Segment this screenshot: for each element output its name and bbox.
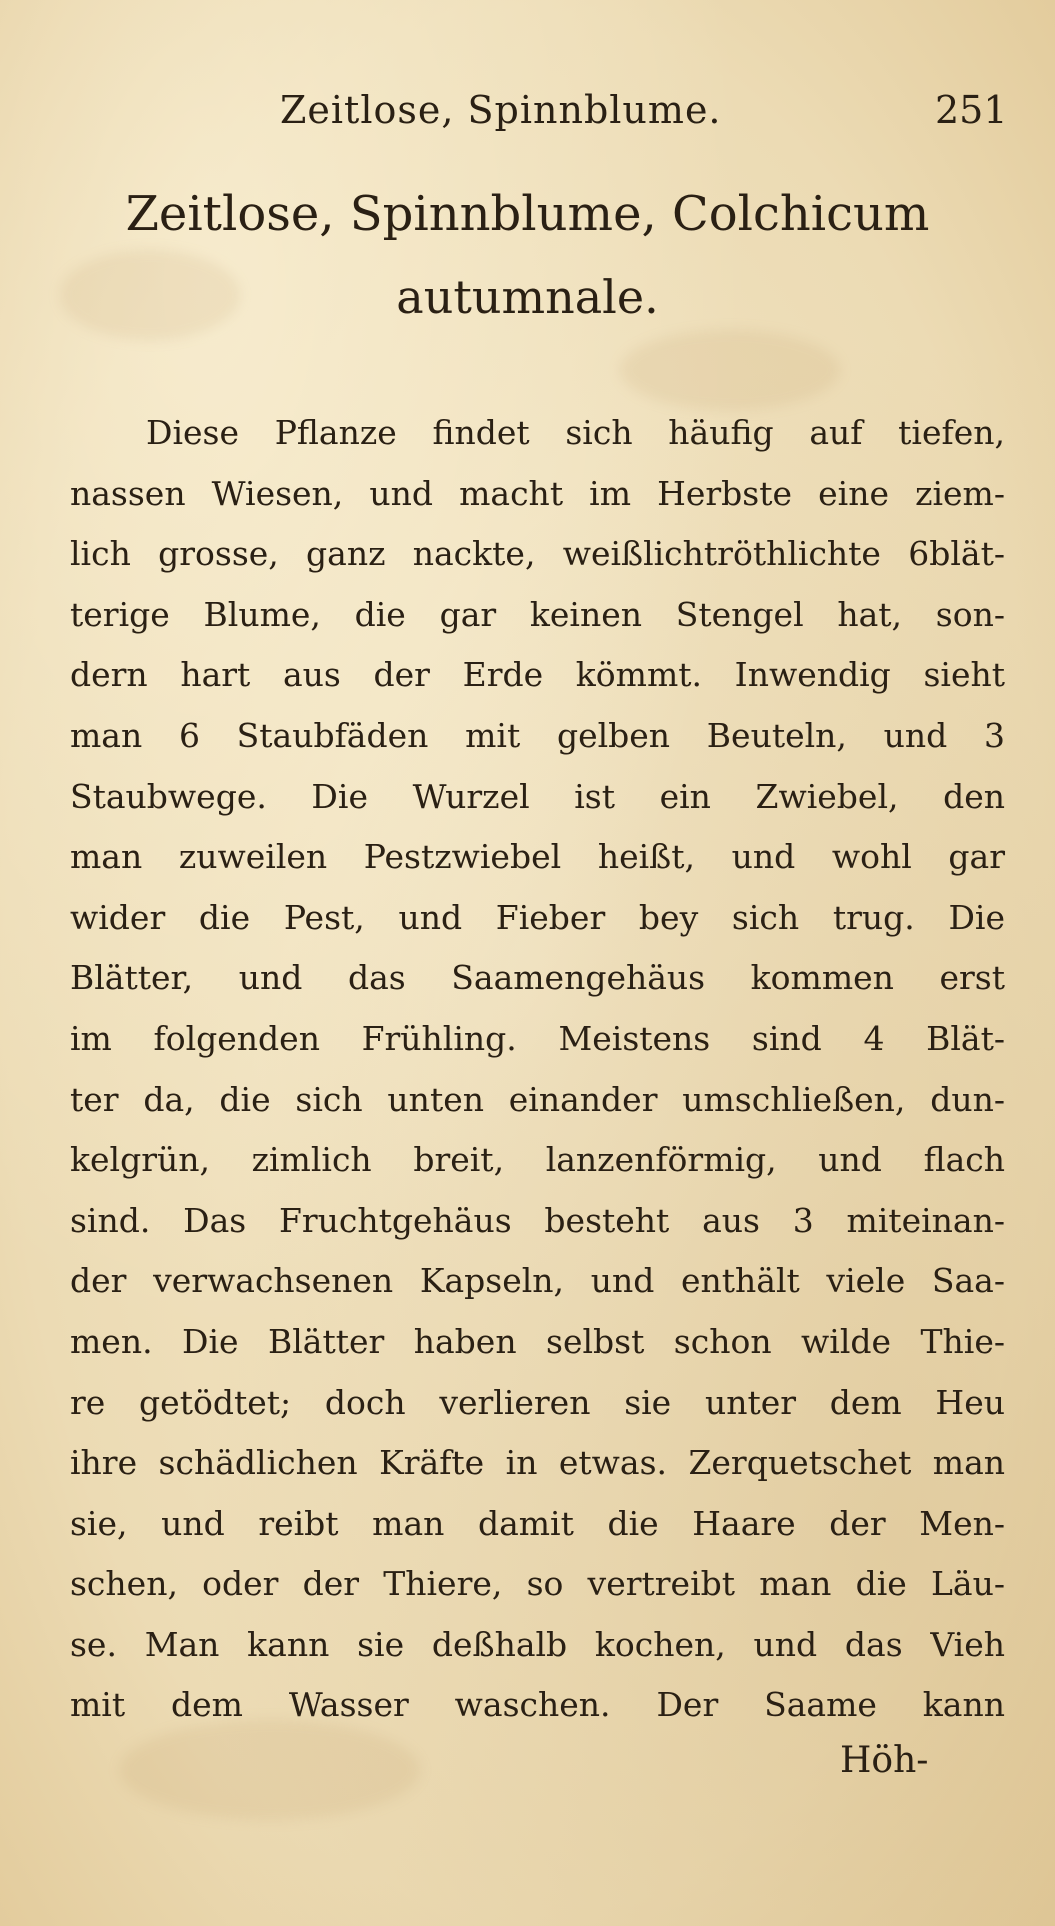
text-line: Diese Pflanze findet sich häufig auf tiefen, [146, 413, 1005, 452]
page-number: 251 [935, 88, 1008, 132]
text-line: wider die Pest, und Fieber bey sich trug. Die [70, 897, 1005, 937]
text-line: der verwachsenen Kapseln, und enthält viele Saa- [70, 1261, 1005, 1301]
text-line: terige Blume, die gar keinen Stengel hat, son- [70, 594, 1005, 634]
text-line: Blätter, und das Saamengehäus kommen erst [70, 958, 1005, 998]
text-line: mit dem Wasser waschen. Der Saame kann [70, 1685, 1005, 1725]
text-line: schen, oder der Thiere, so vertreibt man die Läu- [70, 1564, 1005, 1604]
text-line: man zuweilen Pestzwiebel heißt, und wohl gar [70, 837, 1005, 877]
text-line: ihre schädlichen Kräfte in etwas. Zerquetschet man [70, 1443, 1005, 1483]
text-line: lich grosse, ganz nackte, weißlichtröthlichte 6blät- [70, 534, 1005, 574]
text-line: man 6 Staubfäden mit gelben Beuteln, und 3 [70, 715, 1005, 755]
catchword: Höh- [840, 1740, 929, 1781]
running-title: Zeitlose, Spinnblume. [280, 88, 722, 132]
text-line: sie, und reibt man damit die Haare der Men- [70, 1503, 1005, 1543]
text-line: kelgrün, zimlich breit, lanzenförmig, und flach [70, 1140, 1005, 1180]
article-heading [0, 186, 1055, 324]
text-line: men. Die Blätter haben selbst schon wilde Thie- [70, 1321, 1005, 1361]
paper-stain [620, 330, 840, 410]
text-line: se. Man kann sie deßhalb kochen, und das Vieh [70, 1624, 1005, 1664]
text-line: sind. Das Fruchtgehäus besteht aus 3 miteinan- [70, 1200, 1005, 1240]
text-line: im folgenden Frühling. Meistens sind 4 Blät- [70, 1018, 1005, 1058]
text-line: re getödtet; doch verlieren sie unter dem Heu [70, 1382, 1005, 1422]
text-line: Staubwege. Die Wurzel ist ein Zwiebel, den [70, 776, 1005, 816]
running-head [0, 88, 1055, 138]
text-line: nassen Wiesen, und macht im Herbste eine ziem- [70, 473, 1005, 513]
heading-line-1: Zeitlose, Spinnblume, Colchicum [125, 186, 930, 242]
heading-line-2: autumnale. [396, 270, 659, 324]
text-line: ter da, die sich unten einander umschließen, dun- [70, 1079, 1005, 1119]
text-line: dern hart aus der Erde kömmt. Inwendig sieht [70, 655, 1005, 695]
body-text [70, 403, 1005, 1736]
